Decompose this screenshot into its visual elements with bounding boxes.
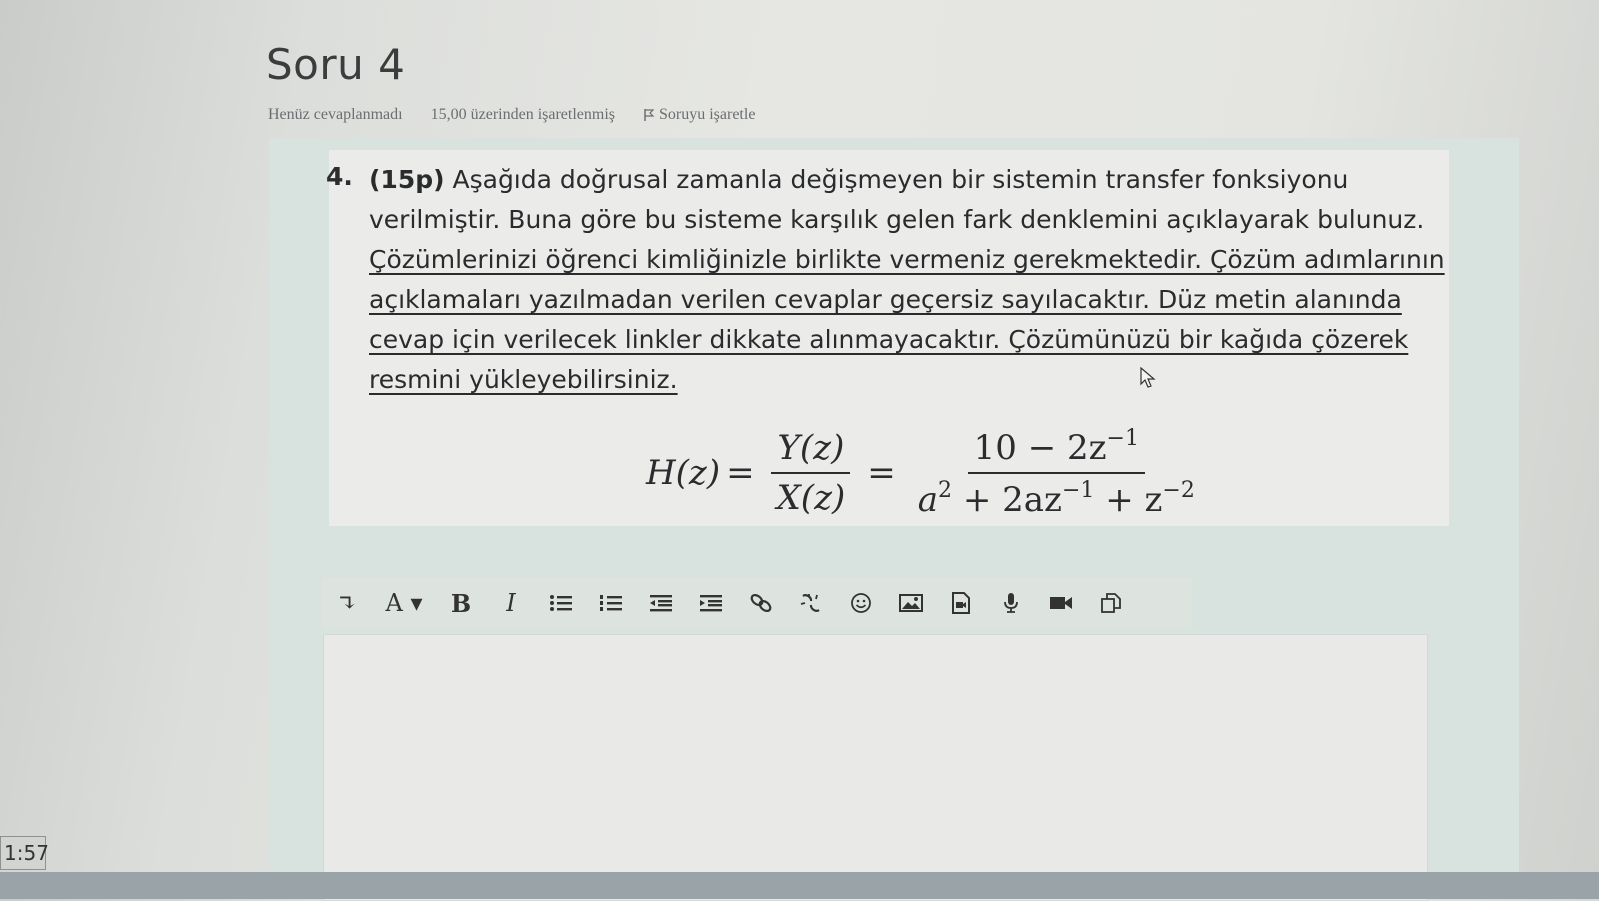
toolbar-media-button[interactable] <box>936 580 986 626</box>
toolbar-record-audio-button[interactable] <box>986 580 1036 626</box>
flag-icon <box>643 108 655 122</box>
formula-den-exp3: −2 <box>1162 478 1195 503</box>
copy-files-icon <box>1100 592 1122 614</box>
formula-frac1-numerator: Y(z) <box>771 428 850 474</box>
answer-editor[interactable] <box>323 634 1428 901</box>
question-number: 4. <box>326 162 353 191</box>
bullet-list-icon <box>549 593 573 613</box>
toolbar-image-button[interactable] <box>886 580 936 626</box>
formula-frac2-num-base: 10 − 2z <box>973 428 1107 468</box>
toolbar-bullet-list-button[interactable] <box>536 580 586 626</box>
editor-toolbar <box>322 578 1192 628</box>
toolbar-manage-files-button[interactable] <box>1086 580 1136 626</box>
taskbar <box>0 872 1599 899</box>
numbered-list-icon <box>599 593 623 613</box>
toolbar-numbered-list-button[interactable] <box>586 580 636 626</box>
toolbar-emoticon-button[interactable] <box>836 580 886 626</box>
page-title: Soru 4 <box>266 40 406 89</box>
toolbar-bold-button[interactable]: B <box>450 588 472 618</box>
formula-frac2-denominator <box>912 474 1201 520</box>
toolbar-indent-button[interactable] <box>686 580 736 626</box>
flag-question-label: Soruyu işaretle <box>659 106 756 123</box>
transfer-function-formula <box>646 428 1211 518</box>
grade-info: 15,00 üzerinden işaretlenmiş <box>430 106 615 123</box>
mouse-cursor-icon <box>1140 367 1156 389</box>
unlink-icon <box>799 592 823 614</box>
toolbar-link-button[interactable] <box>736 580 786 626</box>
answer-status: Henüz cevaplanmadı <box>268 106 403 123</box>
formula-den-c: + z <box>1094 480 1163 520</box>
question-instructions: Çözümlerinizi öğrenci kimliğinizle birlikte vermeniz gerekmektedir. Çözüm adımlarının açıklamaları yazılmadan verilen cevaplar geçersiz sayılacaktır. Düz metin alanında cevap için verilecek linkler dikkate alınmayacaktır. Çözümünüzü bir kağıda çözerek resmini yükleyebilirsiniz. <box>369 245 1445 394</box>
microphone-icon <box>1002 592 1020 614</box>
question-body: Aşağıda doğrusal zamanla değişmeyen bir sistemin transfer fonksiyonu verilmiştir. Buna göre bu sisteme karşılık gelen fark denklemini açıklayarak bulunuz. <box>369 165 1425 234</box>
media-file-icon <box>951 592 971 614</box>
formula-equals-1: = <box>726 453 755 493</box>
toolbar-unlink-button[interactable] <box>786 580 836 626</box>
question-points: (15p) <box>369 165 445 194</box>
formula-den-b: + 2az <box>952 480 1062 520</box>
formula-fraction-1 <box>771 428 852 518</box>
formula-den-a: a <box>917 480 939 520</box>
formula-frac1-denominator: X(z) <box>776 478 846 518</box>
outdent-icon <box>649 593 673 613</box>
toolbar-outdent-button[interactable] <box>636 580 686 626</box>
question-text <box>369 160 1459 400</box>
flag-question-link[interactable] <box>643 106 755 124</box>
toolbar-collapse-button[interactable]: ↴ <box>336 589 358 617</box>
toolbar-italic-button[interactable]: I <box>506 589 516 617</box>
formula-fraction-2 <box>912 426 1201 520</box>
formula-frac2-numerator <box>968 426 1145 474</box>
formula-den-exp1: 2 <box>938 478 953 503</box>
smiley-icon <box>850 592 872 614</box>
image-icon <box>899 593 923 613</box>
formula-lhs: H(z) <box>646 453 721 493</box>
formula-den-exp2: −1 <box>1061 478 1095 503</box>
question-info <box>268 106 755 124</box>
indent-icon <box>699 593 723 613</box>
video-camera-icon <box>1049 594 1073 612</box>
clock-display: 1:57 <box>0 836 46 870</box>
formula-equals-2: = <box>867 453 896 493</box>
toolbar-record-video-button[interactable] <box>1036 580 1086 626</box>
link-icon <box>749 592 773 614</box>
toolbar-font-size-button[interactable]: A ▾ <box>385 589 423 617</box>
formula-frac2-num-exp: −1 <box>1106 426 1139 451</box>
